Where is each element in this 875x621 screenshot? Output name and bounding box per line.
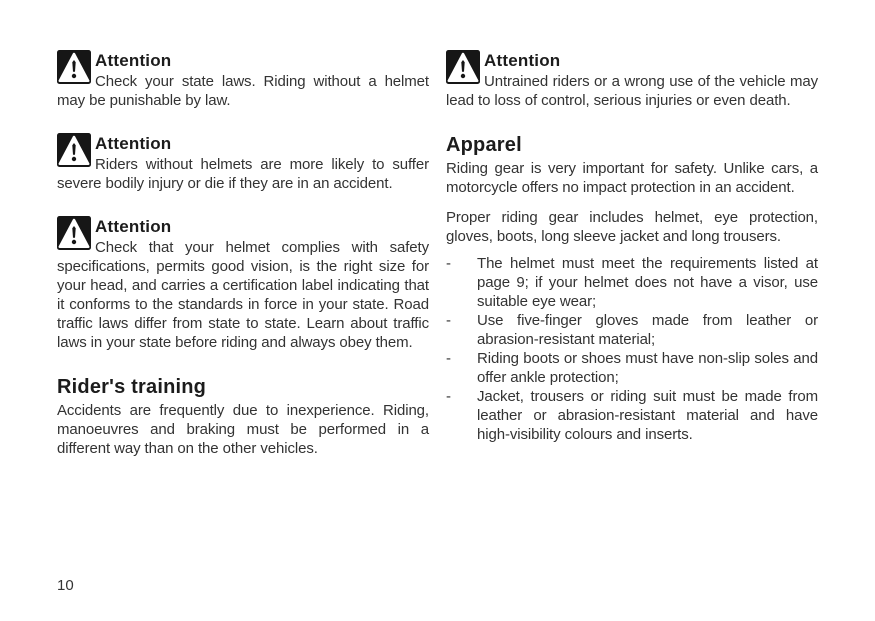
list-item-text: Riding boots or shoes must have non-slip soles and offer ankle protection; (477, 350, 818, 386)
attention-body: Check your state laws. Riding without a helmet may be punishable by law. (57, 73, 429, 109)
attention-title: Attention (95, 217, 172, 236)
attention-block (57, 50, 429, 110)
dash-bullet: - (446, 312, 451, 329)
warning-triangle-icon (57, 50, 91, 84)
apparel-intro-paragraph: Proper riding gear includes helmet, eye protection, gloves, boots, long sleeve jacket and long trousers. (446, 209, 818, 245)
warning-triangle-icon (446, 50, 480, 84)
attention-title: Attention (484, 51, 561, 70)
left-column (57, 50, 429, 458)
warning-triangle-icon (57, 133, 91, 167)
attention-title: Attention (95, 51, 172, 70)
attention-block (57, 133, 429, 193)
dash-bullet: - (446, 350, 451, 367)
attention-title: Attention (95, 134, 172, 153)
attention-block (446, 50, 818, 110)
dash-bullet: - (446, 388, 451, 405)
attention-body: Untrained riders or a wrong use of the vehicle may lead to loss of control, serious injuries or even death. (446, 73, 818, 109)
section-paragraph: Accidents are frequently due to inexperience. Riding, manoeuvres and braking must be performed in a different way than on the other vehicles. (57, 402, 429, 457)
page-number: 10 (57, 577, 74, 594)
list-item (446, 349, 818, 387)
attention-body: Check that your helmet complies with safety specifications, permits good vision, is the right size for your head, and carries a certification label indicating that it conforms to the standards in force in your state. Road traffic laws differ from state to state. Learn about traffic laws in your state before riding and always obey them. (57, 239, 429, 351)
riding-gear-list (446, 254, 818, 444)
list-item-text: Jacket, trousers or riding suit must be made from leather or abrasion-resistant material and have high-visibility colours and inserts. (477, 388, 818, 443)
dash-bullet: - (446, 255, 451, 272)
list-item-text: The helmet must meet the requirements listed at page 9; if your helmet does not have a visor, use suitable eye wear; (477, 255, 818, 310)
section-heading-apparel: Apparel (446, 134, 522, 156)
warning-triangle-icon (57, 216, 91, 250)
list-item (446, 311, 818, 349)
section-heading-riders-training: Rider's training (57, 376, 207, 398)
attention-block (57, 216, 429, 352)
right-column (446, 50, 818, 458)
section-paragraph: Riding gear is very important for safety. Unlike cars, a motorcycle offers no impact protection in an accident. (446, 160, 818, 196)
two-column-layout (57, 50, 818, 458)
list-item (446, 254, 818, 311)
list-item-text: Use five-finger gloves made from leather or abrasion-resistant material; (477, 312, 818, 348)
attention-body: Riders without helmets are more likely to suffer severe bodily injury or die if they are in an accident. (57, 156, 429, 192)
list-item (446, 387, 818, 444)
